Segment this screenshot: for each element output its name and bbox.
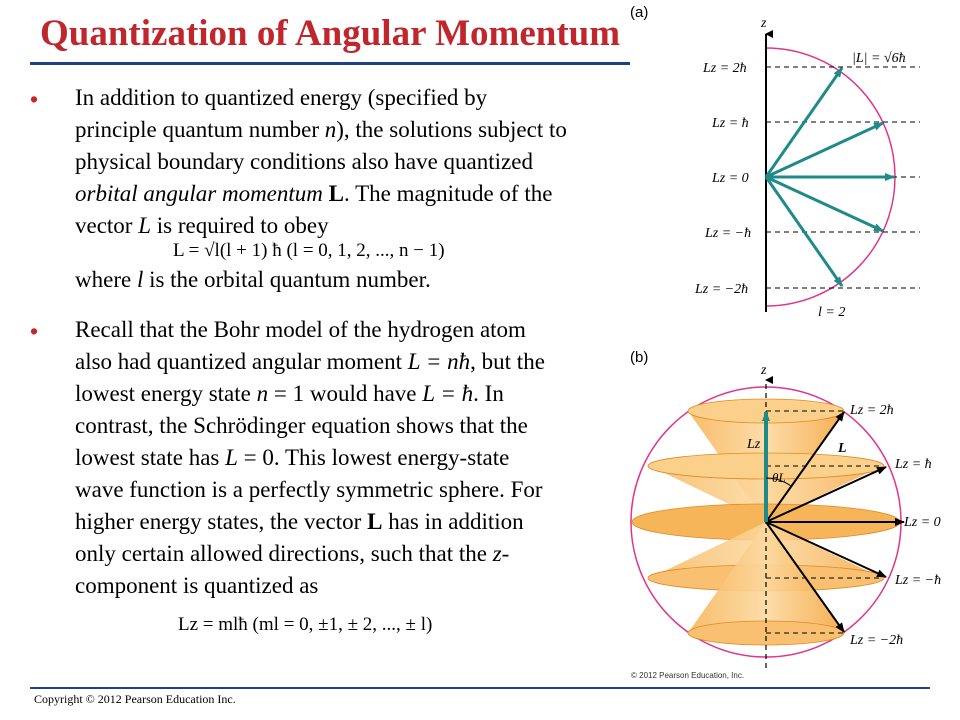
- figure-b-z-label: z: [761, 363, 767, 378]
- angular-momentum-figure: [620, 0, 960, 690]
- figure-a-level-m1: Lz = −ħ: [705, 226, 752, 241]
- figure-b-L-label: L: [838, 441, 847, 456]
- p2-line9: component is quantized as: [75, 573, 319, 598]
- figure-b-level-0: Lz = 0: [904, 515, 941, 530]
- figure-a-level-0: Lz = 0: [712, 171, 749, 186]
- p2-line2: also had quantized angular moment L = nħ, but the: [75, 349, 545, 374]
- figure-b-level-m2: Lz = −2ħ: [850, 633, 904, 648]
- figure-a-l-label: l = 2: [818, 305, 846, 320]
- p2-line5: lowest state has L = 0. This lowest energy-state: [75, 445, 510, 470]
- p2-line8: only certain allowed directions, such that the z-: [75, 541, 510, 566]
- figure-b-theta-label: θL: [772, 470, 786, 485]
- figure-b-level-2: Lz = 2ħ: [850, 403, 894, 418]
- p2-line7: higher energy states, the vector L has in addition: [75, 509, 524, 534]
- footer-rule: [30, 687, 930, 689]
- figure-a-level-m2: Lz = −2ħ: [695, 282, 749, 297]
- equation-L-magnitude: L = √l(l + 1) ħ (l = 0, 1, 2, ..., n − 1): [173, 240, 445, 261]
- figure-a-vectors: [766, 68, 894, 286]
- figure-b-level-m1: Lz = −ħ: [895, 573, 942, 588]
- page-title: Quantization of Angular Momentum: [40, 13, 621, 54]
- figure-b-level-1: Lz = ħ: [895, 457, 932, 472]
- figure-a-level-2: Lz = 2ħ: [703, 61, 747, 76]
- figure-a-level-1: Lz = ħ: [712, 116, 749, 131]
- p2-line4: contrast, the Schrödinger equation shows that the: [75, 413, 528, 438]
- p1-line2: principle quantum number n), the solutions subject to: [75, 117, 567, 142]
- copyright-footer: Copyright © 2012 Pearson Education Inc.: [34, 692, 236, 706]
- title-underline: [30, 62, 630, 65]
- paragraph-1: [75, 82, 660, 296]
- paragraph-2: [75, 314, 660, 602]
- p1-line4: orbital angular momentum L. The magnitude of the: [75, 181, 553, 206]
- p2-line1: Recall that the Bohr model of the hydrogen atom: [75, 317, 526, 342]
- bullet-marker-2: •: [30, 318, 39, 344]
- p1-line5: vector L is required to obey: [75, 213, 329, 238]
- figure-b-label: (b): [630, 349, 649, 366]
- image-credit: © 2012 Pearson Education, Inc.: [631, 671, 745, 680]
- figure-a-label: (a): [630, 4, 649, 21]
- p1-line6: where l is the orbital quantum number.: [75, 267, 431, 292]
- bullet-marker-1: •: [30, 86, 39, 112]
- p2-line6: wave function is a perfectly symmetric sphere. For: [75, 477, 543, 502]
- p1-line3: physical boundary conditions also have quantized: [75, 149, 533, 174]
- p1-line1: In addition to quantized energy (specified by: [75, 85, 488, 110]
- equation-Lz: Lz = mlħ (ml = 0, ±1, ± 2, ..., ± l): [178, 614, 433, 635]
- figure-a-z-label: z: [761, 16, 767, 31]
- figure-a-magnitude: |L| = √6ħ: [852, 51, 906, 66]
- p2-line3: lowest energy state n = 1 would have L = ħ. In: [75, 381, 504, 406]
- figure-b-Lz-label: Lz: [747, 437, 761, 452]
